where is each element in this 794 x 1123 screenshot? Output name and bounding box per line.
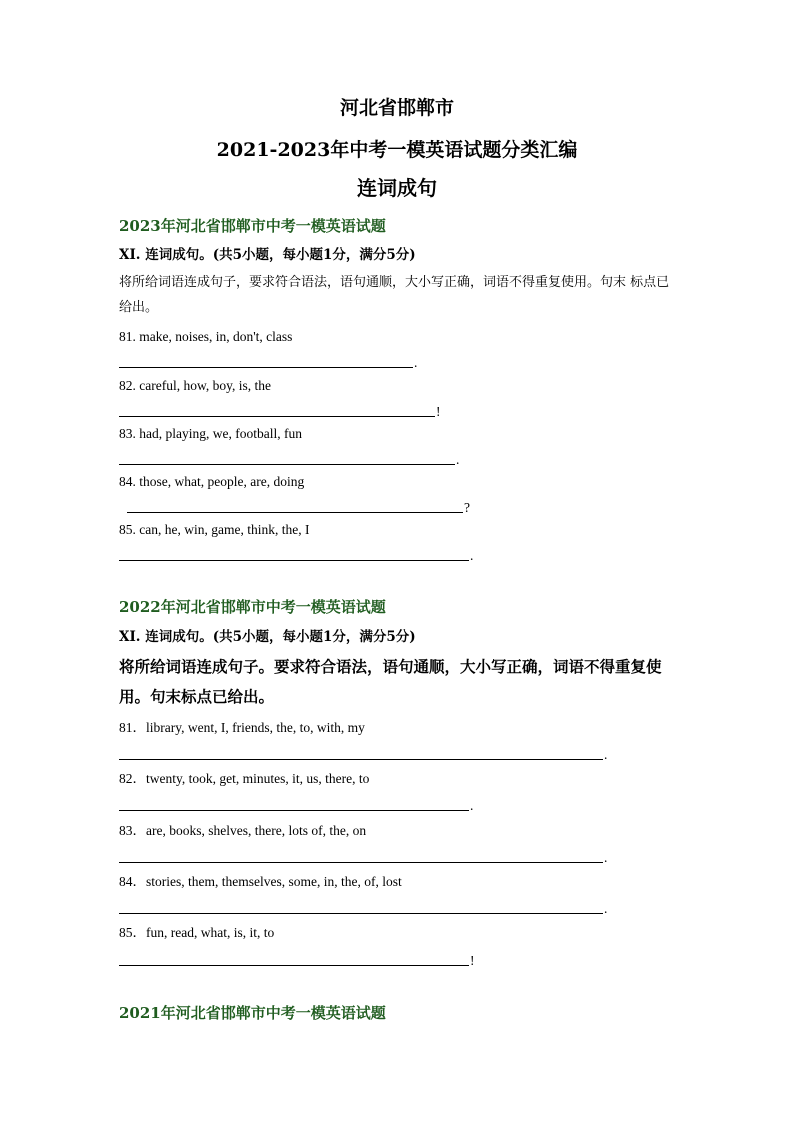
answer-line — [119, 759, 603, 760]
section-2022-heading: XI. 连词成句。(共5小题，每小题1分，满分5分) — [119, 629, 416, 645]
answer-line — [119, 464, 455, 465]
end-punctuation: ! — [470, 953, 475, 968]
end-punctuation: ? — [464, 500, 470, 515]
answer-line — [119, 416, 435, 417]
answer-line — [119, 862, 603, 863]
question-2023-85: 85. can, he, win, game, think, the, I — [119, 522, 310, 537]
question-2022-84: 84．stories, them, themselves, some, in, the, of, lost — [119, 874, 402, 889]
section-2023-instruction: 将所给词语连成句子，要求符合语法，语句通顺，大小写正确，词语不得重复使用。句末 标点已给出。 — [119, 275, 670, 315]
question-2022-82: 82．twenty, took, get, minutes, it, us, there, to — [119, 771, 370, 786]
answer-line — [119, 913, 603, 914]
question-2023-83: 83. had, playing, we, football, fun — [119, 426, 302, 441]
doc-title-topic: 连词成句 — [357, 176, 437, 200]
section-2023-heading: XI. 连词成句。(共5小题，每小题1分，满分5分) — [119, 247, 416, 263]
answer-line — [119, 560, 469, 561]
answer-line — [119, 367, 413, 368]
section-2022-instruction: 将所给词语连成句子。要求符合语法，语句通顺，大小写正确，词语不得重复使用。句末标点已给出。 — [119, 658, 662, 706]
question-2022-83: 83．are, books, shelves, there, lots of, the, on — [119, 823, 367, 838]
end-punctuation: . — [604, 850, 608, 865]
answer-line — [119, 965, 469, 966]
question-2023-84: 84. those, what, people, are, doing — [119, 474, 305, 489]
end-punctuation: . — [604, 901, 608, 916]
end-punctuation: . — [604, 747, 608, 762]
question-2022-81: 81．library, went, I, friends, the, to, with, my — [119, 720, 365, 735]
doc-title-region: 河北省邯郸市 — [339, 97, 454, 119]
section-2023-title: 2023年河北省邯郸市中考一模英语试题 — [119, 217, 386, 235]
doc-title-main: 2021-2023年中考一模英语试题分类汇编 — [216, 139, 578, 161]
end-punctuation: . — [414, 355, 418, 370]
end-punctuation: . — [470, 798, 474, 813]
end-punctuation: ! — [436, 404, 441, 419]
question-2023-81: 81. make, noises, in, don't, class — [119, 329, 293, 344]
answer-line — [127, 512, 463, 513]
end-punctuation: . — [456, 452, 460, 467]
answer-line — [119, 810, 469, 811]
section-2022-title: 2022年河北省邯郸市中考一模英语试题 — [119, 598, 386, 616]
section-2021-title: 2021年河北省邯郸市中考一模英语试题 — [119, 1004, 386, 1022]
question-2023-82: 82. careful, how, boy, is, the — [119, 378, 271, 393]
end-punctuation: . — [470, 548, 474, 563]
question-2022-85: 85．fun, read, what, is, it, to — [119, 925, 275, 940]
